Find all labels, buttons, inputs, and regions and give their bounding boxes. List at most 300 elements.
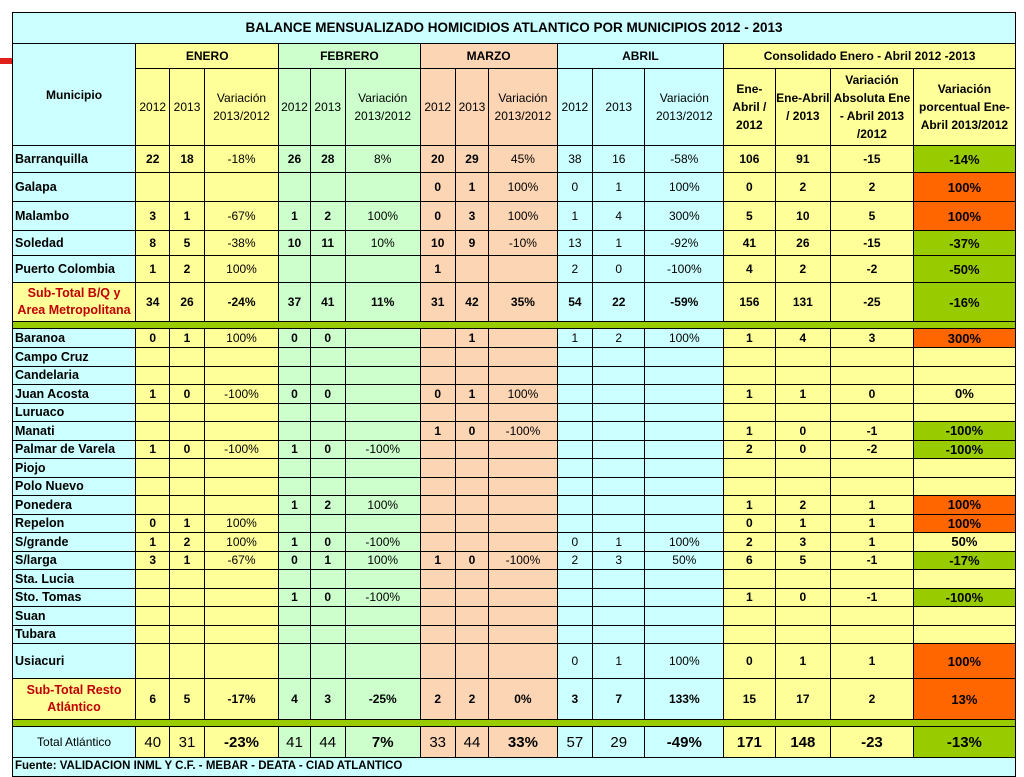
data-cell [345, 422, 420, 441]
data-cell [345, 173, 420, 202]
data-cell [645, 588, 724, 607]
data-cell [557, 625, 592, 644]
data-cell [455, 570, 488, 589]
data-cell [645, 366, 724, 385]
data-cell [831, 366, 914, 385]
variacion-porcentual-cell [913, 459, 1015, 478]
data-cell [557, 496, 592, 515]
data-cell [724, 625, 775, 644]
municipio-name: Repelon [13, 514, 136, 533]
data-cell [204, 477, 279, 496]
data-cell: -15 [831, 231, 914, 256]
data-cell [310, 477, 345, 496]
data-cell: 28 [310, 146, 345, 173]
data-cell [593, 514, 645, 533]
data-cell: 100% [645, 329, 724, 348]
data-cell [345, 514, 420, 533]
data-cell: 100% [204, 514, 279, 533]
table-row [13, 459, 1016, 478]
data-cell: 2 [831, 173, 914, 202]
municipio-name: Palmar de Varela [13, 440, 136, 459]
table-row [13, 551, 1016, 570]
table-row [13, 422, 1016, 441]
variacion-porcentual-cell: -100% [913, 422, 1015, 441]
data-cell: 45% [489, 146, 558, 173]
data-cell [310, 173, 345, 202]
data-cell: 100% [204, 256, 279, 283]
data-cell: 3 [775, 533, 830, 552]
data-cell: 3 [455, 202, 488, 231]
data-cell [489, 256, 558, 283]
data-cell: 1 [170, 329, 204, 348]
municipio-name: Ponedera [13, 496, 136, 515]
data-cell: 0 [775, 588, 830, 607]
data-cell [279, 570, 310, 589]
data-cell: 35% [489, 283, 558, 322]
municipio-name: Juan Acosta [13, 385, 136, 404]
data-cell [831, 348, 914, 367]
header-consolidado: Consolidado Enero - Abril 2012 -2013 [724, 44, 1016, 69]
data-cell [310, 625, 345, 644]
data-cell: 18 [170, 146, 204, 173]
data-cell [489, 625, 558, 644]
subheader-y2012-0: 2012 [136, 69, 170, 146]
data-cell [420, 459, 455, 478]
table-row [13, 385, 1016, 404]
data-cell: 0 [420, 173, 455, 202]
data-cell: 91 [775, 146, 830, 173]
data-cell [279, 256, 310, 283]
data-cell: 1 [279, 533, 310, 552]
data-cell: 0 [724, 514, 775, 533]
data-cell: 156 [724, 283, 775, 322]
data-cell: 171 [724, 727, 775, 758]
data-cell [204, 588, 279, 607]
data-cell [345, 459, 420, 478]
data-cell [489, 366, 558, 385]
data-cell [345, 256, 420, 283]
data-cell: 20 [420, 146, 455, 173]
municipio-name: Manati [13, 422, 136, 441]
variacion-porcentual-cell: 13% [913, 679, 1015, 720]
separator-row [13, 322, 1016, 329]
data-cell: 1 [455, 173, 488, 202]
variacion-porcentual-cell: -50% [913, 256, 1015, 283]
data-cell: 0 [455, 551, 488, 570]
data-cell [420, 588, 455, 607]
variacion-porcentual-cell: 100% [913, 202, 1015, 231]
data-cell [279, 625, 310, 644]
source-row [13, 758, 1016, 777]
variacion-porcentual-cell [913, 607, 1015, 626]
variacion-porcentual-cell: -13% [913, 727, 1015, 758]
data-cell: 40 [136, 727, 170, 758]
data-cell: 0 [310, 533, 345, 552]
data-cell: 2 [420, 679, 455, 720]
data-cell [455, 607, 488, 626]
table-row [13, 625, 1016, 644]
data-cell: 1 [279, 496, 310, 515]
table-row [13, 607, 1016, 626]
variacion-porcentual-cell: -16% [913, 283, 1015, 322]
separator-cell [13, 720, 1016, 727]
data-cell [775, 366, 830, 385]
data-cell: 1 [724, 385, 775, 404]
data-cell: 1 [170, 202, 204, 231]
variacion-porcentual-cell: 50% [913, 533, 1015, 552]
data-cell [420, 607, 455, 626]
data-cell: 10 [279, 231, 310, 256]
data-cell [170, 366, 204, 385]
data-cell [593, 607, 645, 626]
data-cell: -24% [204, 283, 279, 322]
data-cell: 31 [420, 283, 455, 322]
data-cell: -100% [489, 422, 558, 441]
table-row [13, 348, 1016, 367]
data-cell: -100% [345, 533, 420, 552]
data-cell [170, 625, 204, 644]
data-cell: 44 [455, 727, 488, 758]
data-cell [645, 440, 724, 459]
data-cell: 1 [455, 329, 488, 348]
data-cell: -1 [831, 422, 914, 441]
table-row [13, 202, 1016, 231]
data-cell: 17 [775, 679, 830, 720]
data-cell [724, 366, 775, 385]
variacion-porcentual-cell [913, 348, 1015, 367]
data-cell: 3 [136, 551, 170, 570]
data-cell [724, 459, 775, 478]
data-cell [593, 366, 645, 385]
data-cell [310, 366, 345, 385]
municipio-name: Suan [13, 607, 136, 626]
data-cell: 1 [593, 533, 645, 552]
data-cell: 1 [455, 385, 488, 404]
data-cell [557, 477, 592, 496]
variacion-porcentual-cell [913, 625, 1015, 644]
subheader-y2013-4: 2013 [310, 69, 345, 146]
municipio-name: Piojo [13, 459, 136, 478]
data-cell: 0 [279, 551, 310, 570]
data-cell [724, 403, 775, 422]
subheader-y2012-6: 2012 [420, 69, 455, 146]
municipio-name: Sub-Total Resto Atlántico [13, 679, 136, 720]
data-cell: 100% [489, 202, 558, 231]
header-municipio: Municipio [13, 44, 136, 146]
data-cell: 2 [310, 202, 345, 231]
data-cell: -67% [204, 202, 279, 231]
variacion-porcentual-cell: 100% [913, 514, 1015, 533]
data-cell: 0 [279, 329, 310, 348]
data-cell [279, 403, 310, 422]
data-cell: 11% [345, 283, 420, 322]
data-cell: 1 [279, 588, 310, 607]
municipio-name: Malambo [13, 202, 136, 231]
data-cell: -1 [831, 551, 914, 570]
subheader-variacion-8: Variación 2013/2012 [489, 69, 558, 146]
data-cell [489, 588, 558, 607]
data-cell: 2 [775, 256, 830, 283]
total-row [13, 727, 1016, 758]
data-cell [204, 570, 279, 589]
data-cell: 5 [170, 231, 204, 256]
data-cell: 41 [279, 727, 310, 758]
municipio-name: Campo Cruz [13, 348, 136, 367]
municipio-name: Sto. Tomas [13, 588, 136, 607]
header-enero: ENERO [136, 44, 279, 69]
subheader-y2013-7: 2013 [455, 69, 488, 146]
data-cell [345, 385, 420, 404]
data-cell [593, 403, 645, 422]
data-cell: 1 [831, 514, 914, 533]
data-cell: 10 [775, 202, 830, 231]
data-cell [204, 607, 279, 626]
data-cell: 131 [775, 283, 830, 322]
data-cell: 5 [775, 551, 830, 570]
data-cell [345, 477, 420, 496]
data-cell: -49% [645, 727, 724, 758]
data-cell [557, 422, 592, 441]
data-cell: -67% [204, 551, 279, 570]
data-cell [204, 403, 279, 422]
data-cell: -100% [345, 440, 420, 459]
data-cell: 41 [724, 231, 775, 256]
data-cell [136, 366, 170, 385]
data-cell [345, 644, 420, 679]
data-cell: 1 [310, 551, 345, 570]
data-cell: 0 [455, 422, 488, 441]
data-cell: 0 [724, 644, 775, 679]
data-cell [136, 496, 170, 515]
data-cell: 1 [557, 202, 592, 231]
data-cell: 31 [170, 727, 204, 758]
data-cell: 100% [204, 533, 279, 552]
data-cell [170, 173, 204, 202]
data-cell [204, 173, 279, 202]
data-cell [345, 607, 420, 626]
data-cell: 0 [310, 440, 345, 459]
data-cell [279, 366, 310, 385]
variacion-porcentual-cell: 100% [913, 496, 1015, 515]
table-row [13, 588, 1016, 607]
variacion-porcentual-cell: 100% [913, 173, 1015, 202]
data-cell [310, 422, 345, 441]
data-cell [136, 570, 170, 589]
data-cell: 0 [136, 329, 170, 348]
table-row [13, 329, 1016, 348]
data-cell: 5 [170, 679, 204, 720]
data-cell [557, 514, 592, 533]
data-cell [420, 644, 455, 679]
data-cell [775, 477, 830, 496]
data-cell [136, 173, 170, 202]
data-cell [593, 422, 645, 441]
data-cell [593, 348, 645, 367]
data-cell [420, 625, 455, 644]
data-cell: 1 [724, 422, 775, 441]
data-cell [489, 514, 558, 533]
data-cell [170, 348, 204, 367]
data-cell: 2 [170, 533, 204, 552]
data-cell [310, 459, 345, 478]
data-cell: 10 [420, 231, 455, 256]
data-cell [345, 329, 420, 348]
data-cell [455, 459, 488, 478]
data-cell: 9 [455, 231, 488, 256]
data-cell: 26 [170, 283, 204, 322]
data-cell [136, 625, 170, 644]
header-febrero: FEBRERO [279, 44, 420, 69]
data-cell: 29 [455, 146, 488, 173]
data-cell: -100% [204, 385, 279, 404]
data-cell: 3 [310, 679, 345, 720]
data-cell [593, 440, 645, 459]
data-cell [489, 403, 558, 422]
data-cell: 0 [279, 385, 310, 404]
data-cell: 1 [593, 231, 645, 256]
data-cell [831, 625, 914, 644]
data-cell [593, 625, 645, 644]
subheader-y2013-10: 2013 [593, 69, 645, 146]
data-cell: 33 [420, 727, 455, 758]
data-cell: 1 [279, 202, 310, 231]
data-cell [775, 607, 830, 626]
data-cell: -59% [645, 283, 724, 322]
data-cell [645, 422, 724, 441]
data-cell: 2 [310, 496, 345, 515]
data-cell: 100% [345, 202, 420, 231]
table-row [13, 477, 1016, 496]
data-cell: 1 [170, 514, 204, 533]
data-cell [455, 644, 488, 679]
table-row [13, 440, 1016, 459]
data-cell: 0 [420, 202, 455, 231]
subheader-variacion-5: Variación 2013/2012 [345, 69, 420, 146]
data-cell: 1 [420, 256, 455, 283]
subheader-variacion-2: Variación 2013/2012 [204, 69, 279, 146]
data-cell: 1 [593, 173, 645, 202]
data-cell: -100% [345, 588, 420, 607]
data-cell [557, 588, 592, 607]
data-cell: -100% [645, 256, 724, 283]
data-cell: -18% [204, 146, 279, 173]
data-cell [136, 422, 170, 441]
data-cell [557, 366, 592, 385]
data-cell: 100% [489, 385, 558, 404]
data-cell [420, 477, 455, 496]
data-cell: 100% [204, 329, 279, 348]
data-cell [831, 477, 914, 496]
data-cell: 100% [345, 551, 420, 570]
data-cell [831, 403, 914, 422]
data-cell [420, 533, 455, 552]
data-cell: 8 [136, 231, 170, 256]
data-cell: 0 [310, 588, 345, 607]
homicide-balance-table [12, 12, 1016, 777]
data-cell: 1 [831, 496, 914, 515]
data-cell: -2 [831, 256, 914, 283]
data-cell: 5 [831, 202, 914, 231]
table-row [13, 496, 1016, 515]
table-row [13, 514, 1016, 533]
data-cell [645, 607, 724, 626]
data-cell [279, 644, 310, 679]
data-cell [775, 459, 830, 478]
data-cell [170, 496, 204, 515]
variacion-porcentual-cell: -37% [913, 231, 1015, 256]
data-cell [420, 496, 455, 515]
municipio-name: Candelaria [13, 366, 136, 385]
data-cell: -100% [204, 440, 279, 459]
data-cell: 1 [775, 514, 830, 533]
data-cell [310, 607, 345, 626]
municipio-name: S/larga [13, 551, 136, 570]
data-cell: 2 [557, 551, 592, 570]
subheader-y2012-3: 2012 [279, 69, 310, 146]
data-cell [420, 514, 455, 533]
data-cell [204, 422, 279, 441]
data-cell [455, 533, 488, 552]
data-cell: 2 [455, 679, 488, 720]
header-marzo: MARZO [420, 44, 557, 69]
data-cell: -10% [489, 231, 558, 256]
source-note: Fuente: VALIDACION INML Y C.F. - MEBAR - DEATA - CIAD ATLANTICO [13, 758, 1016, 777]
table-title: BALANCE MENSUALIZADO HOMICIDIOS ATLANTICO POR MUNICIPIOS 2012 - 2013 [13, 13, 1016, 44]
variacion-porcentual-cell [913, 570, 1015, 589]
municipio-name: Usiacuri [13, 644, 136, 679]
data-cell: 0 [775, 440, 830, 459]
data-cell [557, 459, 592, 478]
data-cell: 16 [593, 146, 645, 173]
table-row [13, 403, 1016, 422]
data-cell [645, 459, 724, 478]
data-cell: 37 [279, 283, 310, 322]
data-cell [279, 173, 310, 202]
variacion-porcentual-cell: 300% [913, 329, 1015, 348]
data-cell [170, 607, 204, 626]
data-cell [170, 588, 204, 607]
data-cell [170, 570, 204, 589]
data-cell: 6 [724, 551, 775, 570]
data-cell: 3 [557, 679, 592, 720]
data-cell [489, 477, 558, 496]
data-cell [136, 403, 170, 422]
data-cell [455, 514, 488, 533]
data-cell: 1 [775, 385, 830, 404]
data-cell: 34 [136, 283, 170, 322]
data-cell: 1 [724, 496, 775, 515]
data-cell: 11 [310, 231, 345, 256]
data-cell: 41 [310, 283, 345, 322]
data-cell [204, 459, 279, 478]
data-cell: 0 [310, 385, 345, 404]
data-cell [645, 625, 724, 644]
header-abril: ABRIL [557, 44, 723, 69]
data-cell: -17% [204, 679, 279, 720]
data-cell [136, 644, 170, 679]
data-cell: -1 [831, 588, 914, 607]
municipio-name: Barranquilla [13, 146, 136, 173]
data-cell [724, 607, 775, 626]
data-cell [204, 366, 279, 385]
data-cell [645, 477, 724, 496]
data-cell [645, 496, 724, 515]
data-cell [557, 607, 592, 626]
data-cell: 3 [831, 329, 914, 348]
data-cell: 22 [136, 146, 170, 173]
data-cell [455, 403, 488, 422]
data-cell [775, 625, 830, 644]
